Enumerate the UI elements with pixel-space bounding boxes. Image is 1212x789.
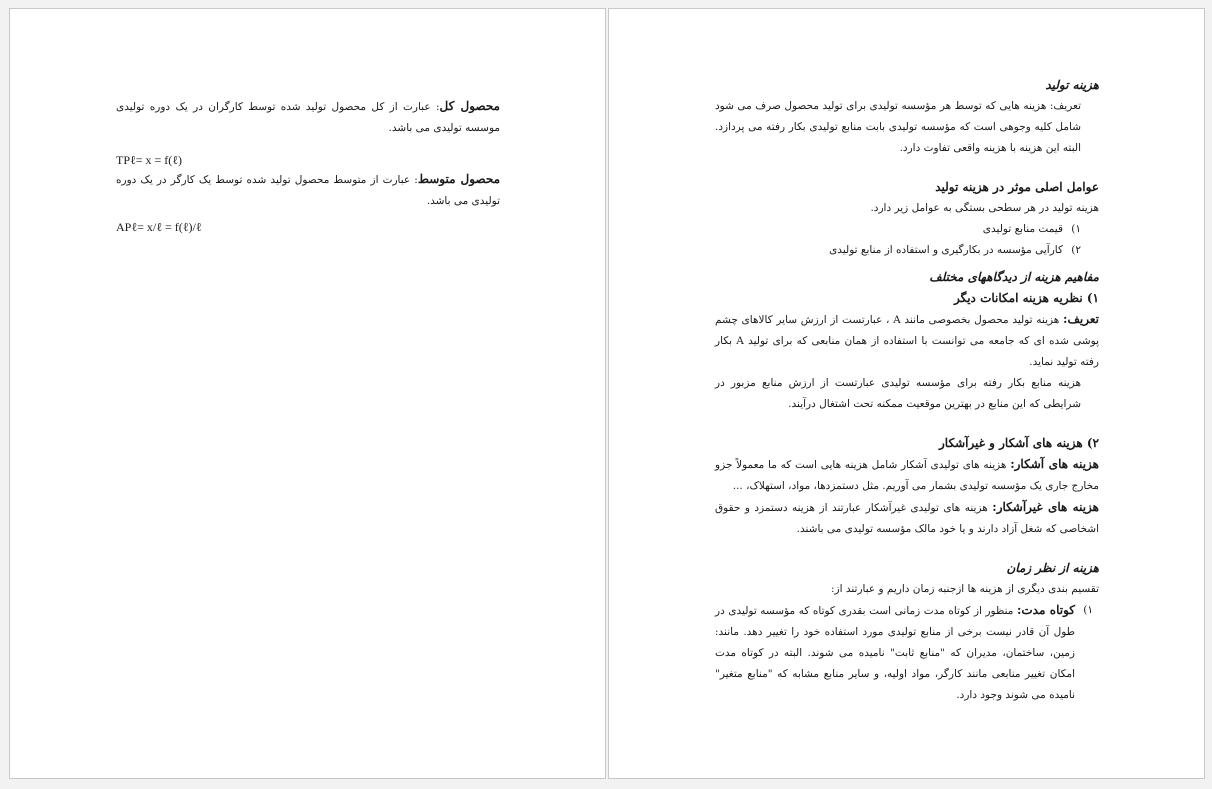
time-item-text: منظور از کوتاه مدت زمانی است بقدری کوتاه که مؤسسه تولیدی در طول آن قادر نیست برخی از منابع تولیدی مورد استفاده خود را تغییر دهد. مانند: زمین، ساختمان، مدیران که "منابع ثابت" نامیده می شوند. البته در کوتاه مدت امکان تغییر منابعی مانند کارگر، مواد اولیه، و سایر منابع مشابه که "منابع متغیر" نامیده می شوند وجود دارد. bbox=[715, 605, 1075, 701]
time-item-number: ۱) bbox=[1083, 604, 1093, 616]
time-intro: تقسیم بندی دیگری از هزینه ها ازجنبه زمان داریم و عبارتند از: bbox=[830, 583, 1099, 595]
factor-number: ۱) bbox=[1071, 223, 1081, 235]
ap-formula: APℓ= x/ℓ = f(ℓ)/ℓ bbox=[116, 220, 202, 234]
factor-item-1 bbox=[715, 219, 1099, 240]
explicit-term: هزینه های آشکار: bbox=[1010, 457, 1099, 471]
page-content-left bbox=[116, 96, 500, 236]
average-product-text: عبارت از متوسط محصول تولید شده توسط یک کارگر در یک دوره تولیدی می باشد. bbox=[116, 174, 500, 207]
average-product-term: محصول متوسط bbox=[417, 172, 500, 186]
cost-heading: هزینه تولید bbox=[1045, 78, 1099, 92]
opportunity-heading: ۱) نظریه هزینه امکانات دیگر bbox=[953, 291, 1099, 305]
factor-text: قیمت منابع تولیدی bbox=[982, 223, 1063, 235]
opportunity-term: تعریف: bbox=[1063, 312, 1099, 326]
explicit-paragraph bbox=[715, 454, 1099, 497]
document-page-left bbox=[9, 8, 606, 779]
implicit-text: هزینه های تولیدی غیرآشکار عبارتند از هزینه دستمزد و حقوق اشخاصی که شغل آزاد دارند و یا خود مالک مؤسسه تولیدی می باشند. bbox=[715, 502, 1099, 535]
opportunity-definition bbox=[715, 309, 1099, 373]
factor-number: ۲) bbox=[1071, 244, 1081, 256]
cost-definition: تعریف: هزینه هایی که توسط هر مؤسسه تولیدی برای تولید محصول صرف می شود شامل کلیه وجوهی است که مؤسسه تولیدی بابت منابع تولیدی بکار رفته می پردازد. البته این هزینه با هزینه واقعی تفاوت دارد. bbox=[715, 100, 1081, 154]
total-product-paragraph: محصول کل: عبارت از کل محصول تولید شده توسط کارگران در یک دوره تولیدی موسسه تولیدی می باشد. bbox=[116, 99, 500, 134]
explicit-text: هزینه های تولیدی آشکار شامل هزینه هایی است که ما معمولاً جزو مخارج جاری یک مؤسسه تولیدی بشمار می آوریم. مثل دستمزدها، مواد، استهلاک، ... bbox=[715, 459, 1099, 492]
opportunity-text: هزینه تولید محصول بخصوصی مانند A ، عبارتست از ارزش سایر کالاهای چشم پوشی شده ای که جامعه می توانست با استفاده از همان منابعی که برای تولید A بکار رفته تولید نماید. bbox=[715, 314, 1099, 368]
total-product-text: عبارت از کل محصول تولید شده توسط کارگران در یک دوره تولیدی موسسه تولیدی می باشد. bbox=[116, 101, 500, 134]
concepts-heading: مفاهیم هزینه از دیدگاههای مختلف bbox=[929, 270, 1099, 284]
time-item-1 bbox=[715, 600, 1099, 706]
time-heading: هزینه از نظر زمان bbox=[1006, 561, 1099, 575]
explicit-heading: ۲) هزینه های آشکار و غیرآشکار bbox=[939, 436, 1099, 450]
document-page-right bbox=[608, 8, 1205, 779]
implicit-paragraph bbox=[715, 497, 1099, 540]
page-content-right bbox=[715, 75, 1099, 706]
implicit-term: هزینه های غیرآشکار: bbox=[992, 500, 1099, 514]
opportunity-text-2: هزینه منابع بکار رفته برای مؤسسه تولیدی عبارتست از ارزش منابع مزبور در شرایطی که این منابع در بهترین موقعیت ممکنه تحت اشتغال درآیند. bbox=[715, 377, 1081, 410]
average-product-paragraph: محصول متوسط: عبارت از متوسط محصول تولید شده توسط یک کارگر در یک دوره تولیدی می باشد. bbox=[116, 172, 500, 207]
total-product-term: محصول کل bbox=[439, 99, 500, 113]
factor-text: کارآیی مؤسسه در بکارگیری و استفاده از منابع تولیدی bbox=[829, 244, 1063, 256]
tp-formula: TPℓ= x = f(ℓ) bbox=[116, 153, 183, 167]
factor-item-2 bbox=[715, 240, 1099, 261]
time-item-term: کوتاه مدت: bbox=[1016, 603, 1075, 617]
factors-intro: هزینه تولید در هر سطحی بستگی به عوامل زیر دارد. bbox=[870, 202, 1099, 214]
factors-heading: عوامل اصلی موثر در هزینه تولید bbox=[935, 180, 1099, 194]
